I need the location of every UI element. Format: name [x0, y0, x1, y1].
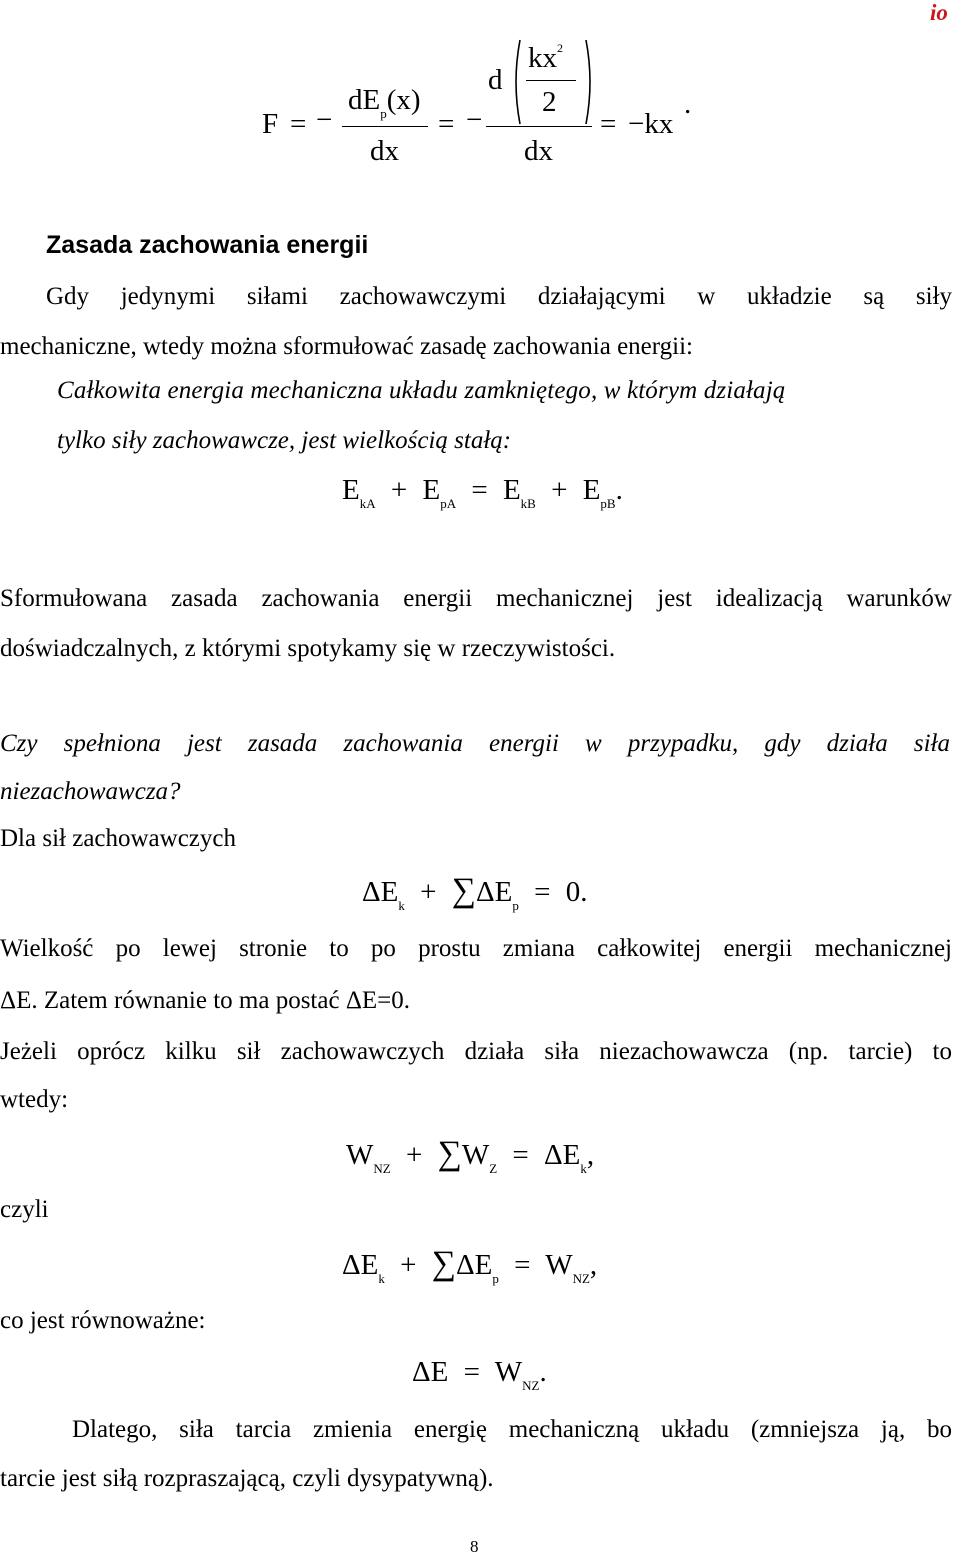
- fraction-denominator: dx: [524, 135, 553, 167]
- publisher-logo: io: [930, 0, 948, 25]
- energy-conservation-equation: $E_{kA} + E_{pA} = E_{kB} + E_{pB}$.: [342, 474, 623, 511]
- paragraph-line: tarcie jest siłą rozpraszającą, czyli dysypatywną).: [0, 1465, 494, 1492]
- fraction-numerator: $kx^2$: [528, 41, 563, 74]
- eq-punctuation: .: [684, 88, 692, 120]
- paragraph-line: mechaniczne, wtedy można sformułować zasadę zachowania energii:: [0, 333, 693, 360]
- paragraph-line: Jeżeli oprócz kilku sił zachowawczych działa siła niezachowawcza (np. tarcie) to: [0, 1038, 952, 1065]
- work-equation: $W_{NZ} + \sum W_Z = \Delta E_k$,: [346, 1135, 595, 1176]
- paragraph-line: doświadczalnych, z którymi spotykamy się w rzeczywistości.: [0, 635, 616, 662]
- paragraph-line: czyli: [0, 1196, 49, 1223]
- fraction-numerator: d: [488, 64, 503, 96]
- paragraph-line: Wielkość po lewej stronie to po prostu zmiana całkowitej energii mechanicznej: [0, 935, 952, 962]
- fraction-bar: [526, 80, 576, 81]
- paragraph-line: co jest równoważne:: [0, 1307, 206, 1334]
- final-equation: $\Delta E = W_{NZ}$.: [412, 1356, 547, 1393]
- fraction-bar: [486, 126, 592, 127]
- energy-change-equation: $\Delta E_k + \sum\Delta E_p = W_{NZ}$,: [342, 1245, 598, 1286]
- eq-operator: =: [290, 108, 307, 140]
- eq-operator: =: [600, 108, 617, 140]
- paragraph-line: Gdy jedynymi siłami zachowawczymi działającymi w układzie są siły: [46, 283, 952, 310]
- paragraph-line: ΔE. Zatem równanie to ma postać ΔE=0.: [0, 987, 411, 1014]
- sigma-icon: ∑: [437, 1135, 462, 1172]
- fraction-numerator: $dE_p(x)$: [348, 84, 421, 121]
- fraction-denominator: dx: [370, 135, 399, 167]
- principle-statement: tylko siły zachowawcze, jest wielkością stałą:: [57, 427, 512, 454]
- fraction-denominator: 2: [542, 86, 557, 118]
- eq-operator: −: [316, 104, 333, 136]
- eq-operator: =: [438, 108, 455, 140]
- question-line: Czy spełniona jest zasada zachowania energii w przypadku, gdy działa siła: [0, 730, 950, 757]
- paragraph-line: Dla sił zachowawczych: [0, 825, 236, 852]
- page-number: 8: [470, 1537, 479, 1556]
- fraction-bar: [342, 126, 428, 127]
- section-heading: Zasada zachowania energii: [46, 231, 369, 259]
- conservative-sum-equation: $\Delta E_k + \sum\Delta E_p = 0$.: [362, 872, 588, 913]
- eq-operator: −: [466, 104, 483, 136]
- sigma-icon: ∑: [431, 1245, 456, 1282]
- eq-symbol: −kx: [628, 108, 674, 140]
- principle-statement: Całkowita energia mechaniczna układu zamkniętego, w którym działają: [57, 377, 786, 404]
- paragraph-line: Sformułowana zasada zachowania energii mechanicznej jest idealizacją warunków: [0, 585, 952, 612]
- paragraph-line: wtedy:: [0, 1086, 69, 1113]
- question-line: niezachowawcza?: [0, 778, 181, 805]
- eq-symbol: F: [262, 108, 279, 140]
- paragraph-line: Dlatego, siła tarcia zmienia energię mechaniczną układu (zmniejsza ją, bo: [72, 1416, 952, 1443]
- sigma-icon: ∑: [451, 872, 476, 909]
